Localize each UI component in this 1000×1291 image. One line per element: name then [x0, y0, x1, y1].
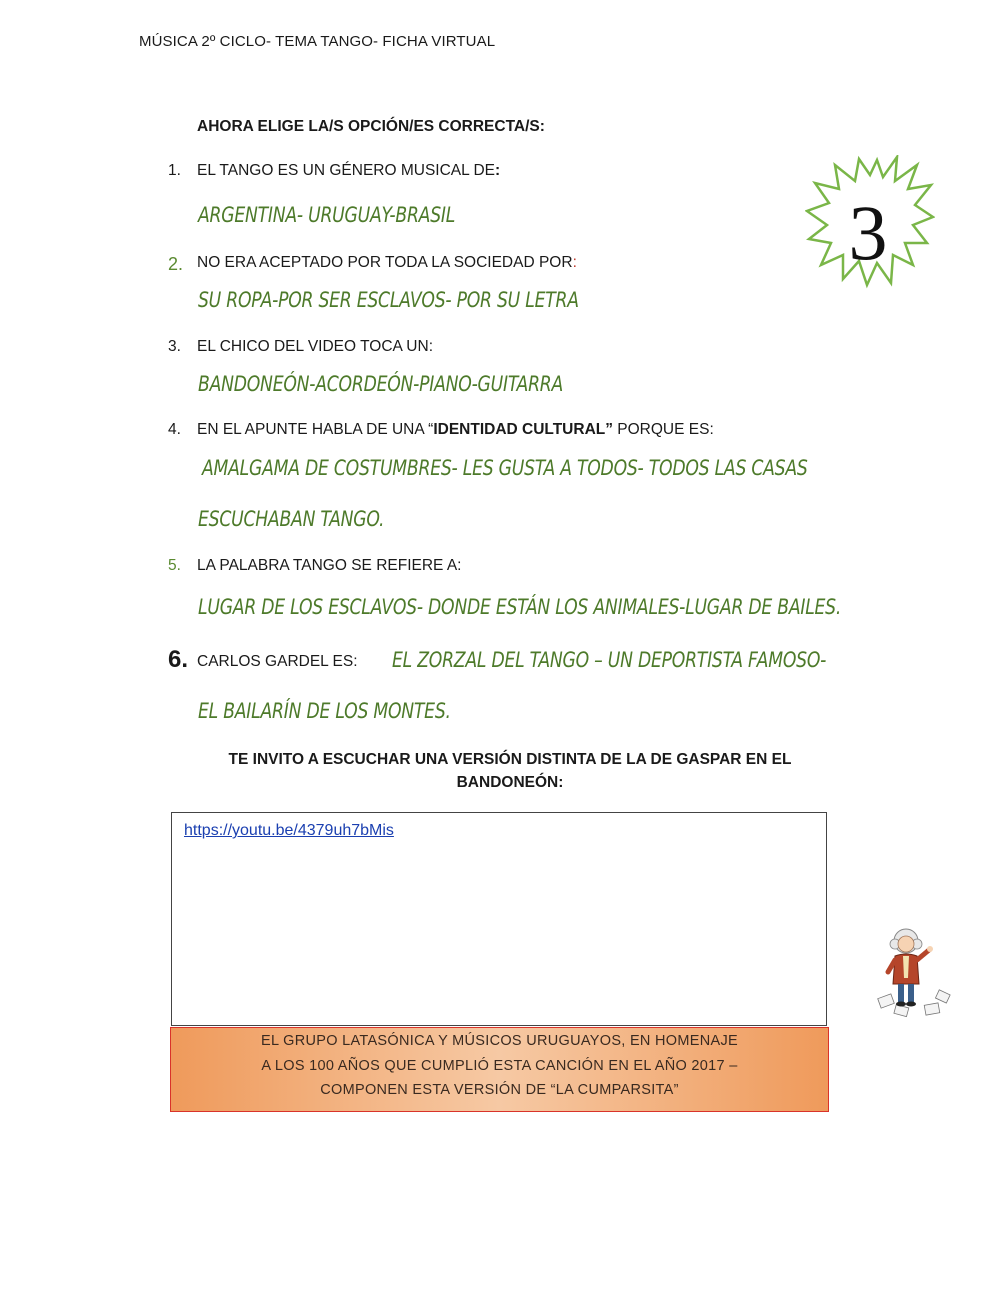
star-burst-icon: [805, 155, 935, 290]
question-4-answer-cont[interactable]: ESCUCHABAN TANGO.: [198, 507, 385, 531]
question-6-text: CARLOS GARDEL ES:: [197, 653, 358, 670]
question-6-answer-cont[interactable]: EL BAILARÍN DE LOS MONTES.: [198, 699, 451, 723]
question-3-number: 3.: [168, 338, 181, 355]
question-5-number: 5.: [168, 557, 181, 574]
question-3-text: EL CHICO DEL VIDEO TOCA UN:: [197, 338, 434, 355]
video-embed-box[interactable]: [171, 812, 827, 1026]
instructions-heading: AHORA ELIGE LA/S OPCIÓN/ES CORRECTA/S:: [197, 118, 545, 135]
question-3-answer[interactable]: BANDONEÓN-ACORDEÓN-PIANO-GUITARRA: [198, 372, 564, 396]
question-2-number: 2.: [168, 254, 184, 274]
question-6-answer[interactable]: EL ZORZAL DEL TANGO – UN DEPORTISTA FAMOSO-: [392, 648, 827, 672]
question-1-number: 1.: [168, 162, 181, 179]
question-2-text: NO ERA ACEPTADO POR TODA LA SOCIEDAD POR:: [197, 254, 577, 271]
info-banner: EL GRUPO LATASÓNICA Y MÚSICOS URUGUAYOS, EN HOMENAJE A LOS 100 AÑOS QUE CUMPLIÓ ESTA CANCIÓN EN EL AÑO 2017 – COMPONEN ESTA VERSIÓN DE “LA CUMPARSITA”: [170, 1027, 829, 1112]
question-4-number: 4.: [168, 421, 181, 438]
question-5-text: LA PALABRA TANGO SE REFIERE A:: [197, 557, 462, 574]
question-6-number: 6.: [168, 646, 189, 673]
page-header: MÚSICA 2º CICLO- TEMA TANGO- FICHA VIRTUAL: [139, 33, 496, 50]
invite-text: TE INVITO A ESCUCHAR UNA VERSIÓN DISTINTA DE LA DE GASPAR EN EL BANDONEÓN:: [228, 751, 792, 791]
question-4-answer[interactable]: AMALGAMA DE COSTUMBRES- LES GUSTA A TODOS- TODOS LAS CASAS: [202, 456, 808, 480]
question-4-text: EN EL APUNTE HABLA DE UNA “IDENTIDAD CULTURAL” PORQUE ES:: [197, 421, 714, 438]
composer-figure-icon: [873, 926, 953, 1024]
question-1-text: EL TANGO ES UN GÉNERO MUSICAL DE:: [197, 162, 501, 179]
question-1-answer[interactable]: ARGENTINA- URUGUAY-BRASIL: [198, 203, 456, 227]
question-2-answer[interactable]: SU ROPA-POR SER ESCLAVOS- POR SU LETRA: [198, 288, 579, 312]
question-5-answer[interactable]: LUGAR DE LOS ESCLAVOS- DONDE ESTÁN LOS ANIMALES-LUGAR DE BAILES.: [198, 595, 842, 619]
badge-number: 3: [848, 189, 888, 276]
video-link[interactable]: https://youtu.be/4379uh7bMis: [184, 822, 394, 839]
